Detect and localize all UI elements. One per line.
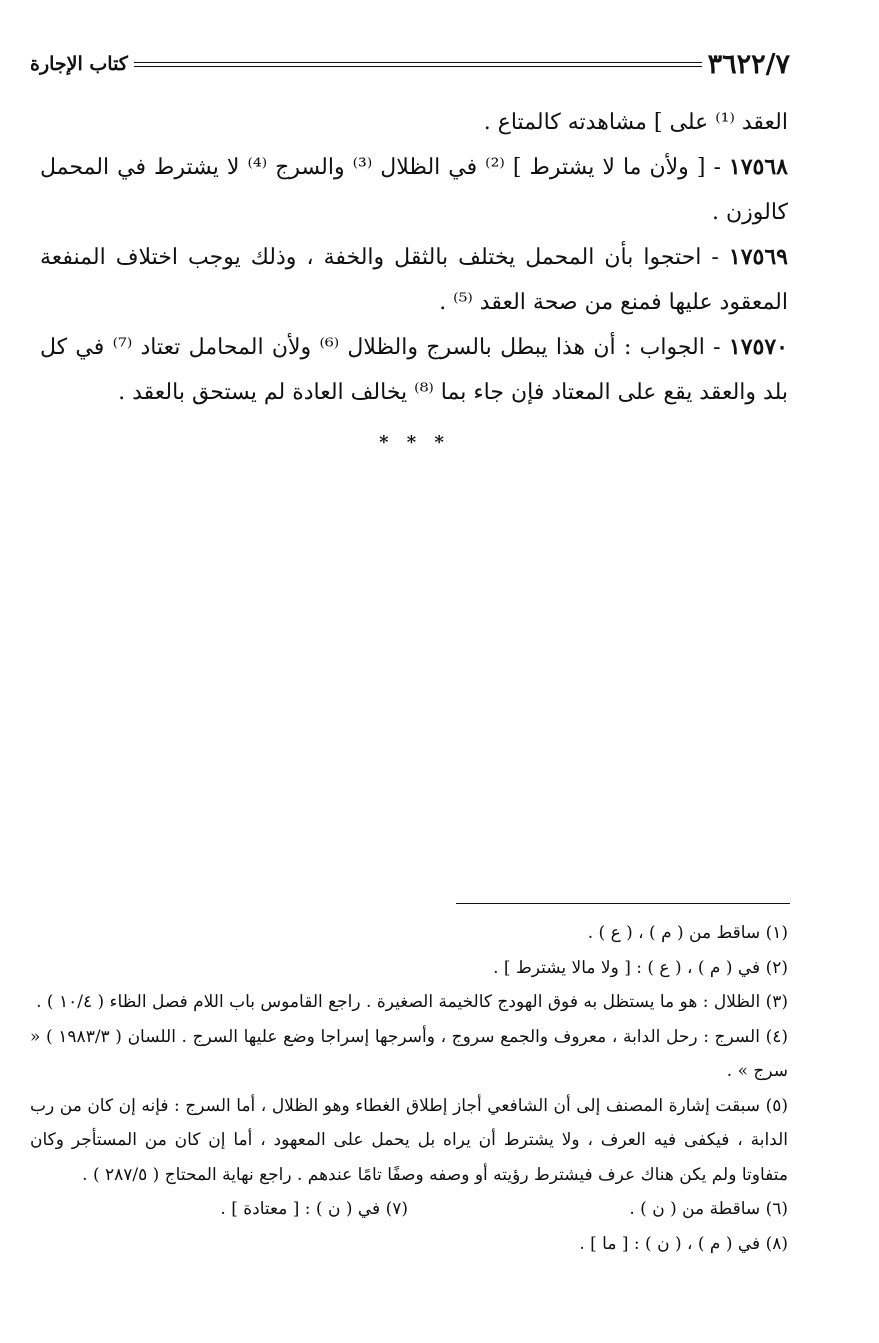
- header-rule-top: [134, 62, 702, 63]
- paragraph-number: ١٧٥٦٨: [728, 154, 788, 180]
- header-rule-bottom: [134, 66, 702, 67]
- page-number: ٣٦٢٢/٧: [707, 48, 790, 80]
- paragraph-number: ١٧٥٦٩: [728, 244, 788, 270]
- footnote-5: (٥) سبقت إشارة المصنف إلى أن الشافعي أجاز إطلاق الغطاء وهو الظلال ، أما السرج : فإنه إن كان من رب الدابة ، فيكفى فيه العرف ، ولا يشترط أن يراه بل يحمل على المعهود ، أما إن كان من المستأجر وكان متفاوتا ولم يكن هناك عرف فيشترط رؤيته أو وصفه وصفًا تامًا عندهم . راجع نهاية المحتاج ( ٢٨٧/٥ ) .: [30, 1095, 788, 1185]
- footnote-6: (٦) ساقطة من ( ن ) .: [629, 1199, 788, 1219]
- paragraph-continuation: العقد ⁽¹⁾ على ] مشاهدته كالمتاع .: [483, 110, 788, 135]
- paragraph-text: - احتجوا بأن المحمل يختلف بالثقل والخفة ، وذلك يوجب اختلاف المنفعة المعقود عليها فمنع من صحة العقد ⁽⁵⁾ .: [40, 245, 788, 315]
- paragraph-17570: [40, 325, 788, 415]
- paragraph-17568: [40, 145, 788, 235]
- paragraph-text: - [ ولأن ما لا يشترط ] ⁽²⁾ في الظلال ⁽³⁾ والسرج ⁽⁴⁾ لا يشترط في المحمل كالوزن .: [40, 155, 788, 225]
- footnote-2: (٢) في ( م ) ، ( ع ) : [ ولا مالا يشترط ] .: [493, 957, 788, 978]
- paragraph-number: ١٧٥٧٠: [728, 334, 788, 360]
- footnote-1: (١) ساقط من ( م ) ، ( ع ) .: [587, 923, 788, 943]
- running-header: [30, 44, 790, 84]
- paragraph-17569: [40, 235, 788, 325]
- footnote-4: (٤) السرج : رحل الدابة ، معروف والجمع سروج ، وأسرجها إسراجا وضع عليها السرج . اللسان ( ١٩٨٣/٣ ) « سرج » .: [30, 1026, 789, 1081]
- paragraph-text: - الجواب : أن هذا يبطل بالسرج والظلال ⁽⁶⁾ ولأن المحامل تعتاد ⁽⁷⁾ في كل بلد والعقد يقع على المعتاد فإن جاء بما ⁽⁸⁾ يخالف العادة لم يستحق بالعقد .: [40, 335, 788, 405]
- footnote-8: (٨) في ( م ) ، ( ن ) : [ ما ] .: [579, 1233, 788, 1254]
- footnote-7: (٧) في ( ن ) : [ معتادة ] .: [220, 1199, 408, 1219]
- header-double-rule: [134, 60, 702, 68]
- main-text: [40, 100, 788, 415]
- book-title: كتاب الإجارة: [30, 53, 128, 75]
- footnote-3: (٣) الظلال : هو ما يستظل به فوق الهودج كالخيمة الصغيرة . راجع القاموس باب اللام فصل الظاء ( ١٠/٤ ) .: [36, 992, 788, 1012]
- footnote-divider: [456, 903, 790, 904]
- footnote-row-6-7: [30, 1192, 788, 1227]
- footnotes: [30, 916, 788, 1261]
- section-separator: * * *: [379, 432, 450, 453]
